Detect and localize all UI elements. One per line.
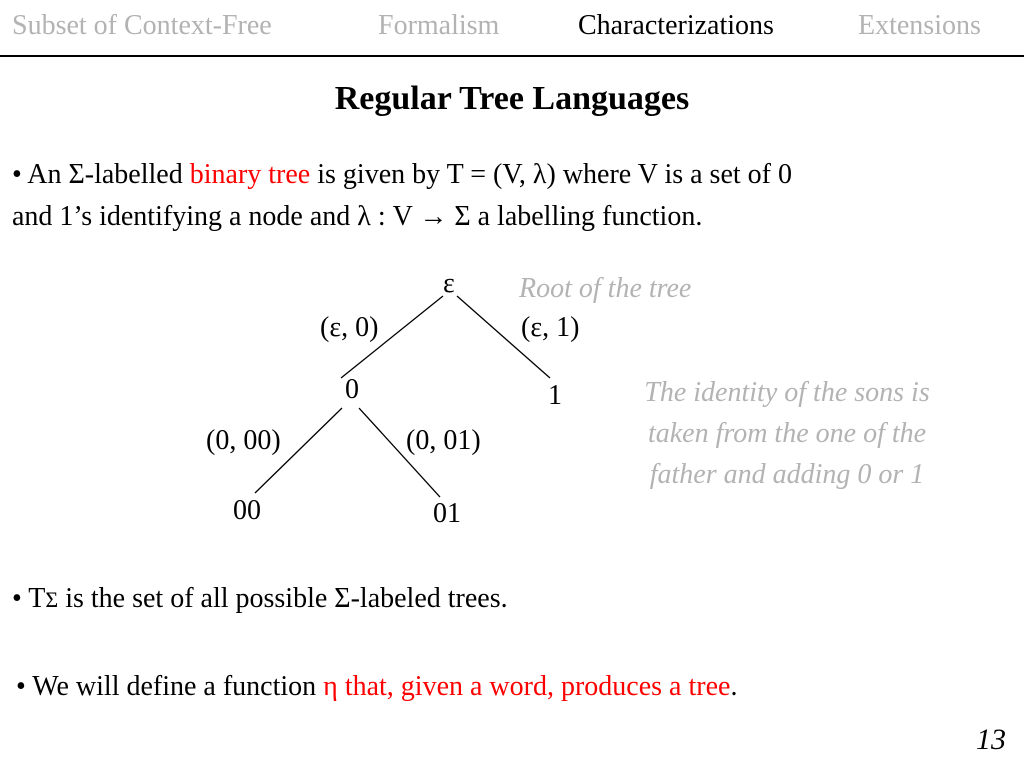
bullet1-line1-post: is given by T = (V, λ) where V is a set of 0: [310, 159, 792, 190]
bullet1-line2: and 1’s identifying a node and λ : V → Σ a labelling function.: [12, 201, 703, 232]
sons-note-line2: taken from the one of the: [647, 418, 927, 449]
slide-title: Regular Tree Languages: [334, 80, 690, 117]
bullet3-pre: • We will define a function: [16, 671, 324, 702]
bullet1-line1-pre: • An Σ-labelled: [12, 159, 190, 190]
binary-tree-term: binary tree: [189, 159, 311, 190]
sons-note-line1: The identity of the sons is: [644, 377, 930, 408]
edge-label-root-right: (ε, 1): [521, 312, 580, 343]
root-note: Root of the tree: [519, 273, 692, 304]
tree-node-1: 1: [548, 380, 562, 411]
sons-note-line3: father and adding 0 or 1: [649, 459, 925, 490]
tree-node-root: ε: [443, 268, 455, 299]
eta-function-description: η that, given a word, produces a tree: [323, 671, 731, 702]
nav-item-formalism[interactable]: Formalism: [378, 10, 500, 41]
page-number: 13: [976, 723, 1006, 756]
tree-node-01: 01: [433, 498, 461, 529]
nav-item-characterizations[interactable]: Characterizations: [578, 10, 774, 41]
bullet2-post: is the set of all possible Σ-labeled trees.: [58, 583, 508, 614]
bullet-eta-function: [16, 666, 737, 708]
bullet2-sigma-subscript: Σ: [45, 587, 59, 612]
edge-label-0-right: (0, 01): [406, 425, 481, 456]
edge-label-0-left: (0, 00): [206, 425, 281, 456]
bullet3-post: .: [730, 671, 738, 702]
edge-label-root-left: (ε, 0): [320, 312, 379, 343]
nav-item-subset-of-context-free[interactable]: Subset of Context-Free: [12, 10, 272, 41]
bullet-tsigma-definition: [12, 578, 508, 621]
bullet2-pre: • T: [12, 583, 46, 614]
tree-node-0: 0: [345, 374, 359, 405]
nav-item-extensions[interactable]: Extensions: [858, 10, 981, 41]
sons-identity-note: [598, 372, 976, 495]
tree-node-00: 00: [233, 495, 261, 526]
